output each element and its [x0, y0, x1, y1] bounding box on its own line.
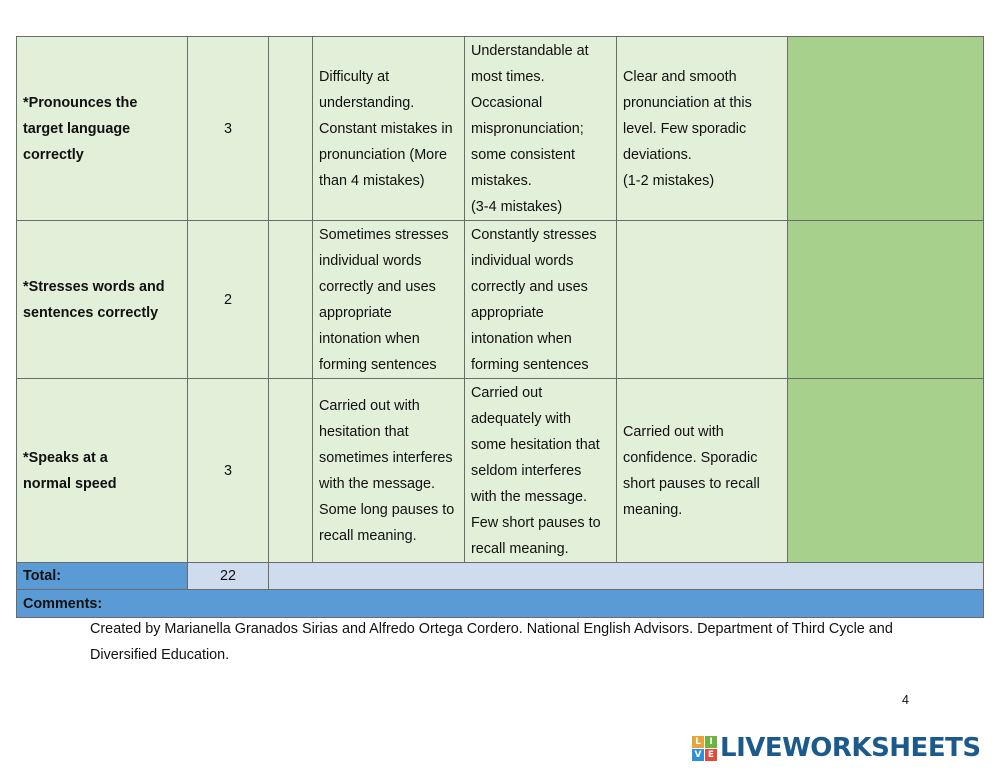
credit-line: Created by Marianella Granados Sirias and Alfredo Ortega Cordero. National English Advisors. Department of Third Cycle and Diversified Education. — [90, 621, 893, 663]
descriptor-cell — [269, 221, 313, 379]
total-label: Total: — [17, 563, 188, 590]
rubric-row-pronunciation — [17, 37, 984, 221]
criterion-cell: *Speaks at a normal speed — [17, 379, 188, 563]
comments-row — [17, 590, 984, 618]
descriptor-cell: Carried out with confidence. Sporadic short pauses to recall meaning. — [617, 379, 788, 563]
descriptor-cell — [788, 37, 984, 221]
page-number: 4 — [902, 693, 909, 707]
descriptor-cell: Constantly stresses individual words correctly and uses appropriate intonation when forming sentences — [465, 221, 617, 379]
logo-mark-letter: L — [692, 736, 704, 748]
score-cell: 3 — [188, 37, 269, 221]
rubric-row-speed — [17, 379, 984, 563]
logo-text: LIVEWORKSHEETS — [720, 733, 981, 763]
total-value: 22 — [188, 563, 269, 590]
logo-mark-letter: V — [692, 749, 704, 761]
descriptor-cell — [788, 379, 984, 563]
score-cell: 3 — [188, 379, 269, 563]
score-cell: 2 — [188, 221, 269, 379]
descriptor-cell: Understandable at most times. Occasional mispronunciation; some consistent mistakes. (3-4 mistakes) — [465, 37, 617, 221]
descriptor-cell — [269, 37, 313, 221]
descriptor-cell: Difficulty at understanding. Constant mistakes in pronunciation (More than 4 mistakes) — [313, 37, 465, 221]
descriptor-cell: Carried out adequately with some hesitation that seldom interferes with the message. Few short pauses to recall meaning. — [465, 379, 617, 563]
descriptor-cell: Carried out with hesitation that sometimes interferes with the message. Some long pauses to recall meaning. — [313, 379, 465, 563]
total-row — [17, 563, 984, 590]
criterion-cell: *Stresses words and sentences correctly — [17, 221, 188, 379]
logo-mark-icon — [692, 736, 717, 761]
logo-mark-letter: I — [705, 736, 717, 748]
descriptor-cell — [617, 221, 788, 379]
rubric-table — [16, 36, 984, 618]
total-filler — [269, 563, 984, 590]
liveworksheets-logo — [692, 733, 981, 763]
descriptor-cell — [269, 379, 313, 563]
descriptor-cell: Sometimes stresses individual words correctly and uses appropriate intonation when forming sentences — [313, 221, 465, 379]
criterion-cell: *Pronounces the target language correctly — [17, 37, 188, 221]
logo-mark-letter: E — [705, 749, 717, 761]
descriptor-cell — [788, 221, 984, 379]
rubric-row-stress — [17, 221, 984, 379]
descriptor-cell: Clear and smooth pronunciation at this level. Few sporadic deviations. (1-2 mistakes) — [617, 37, 788, 221]
comments-label: Comments: — [17, 590, 984, 618]
